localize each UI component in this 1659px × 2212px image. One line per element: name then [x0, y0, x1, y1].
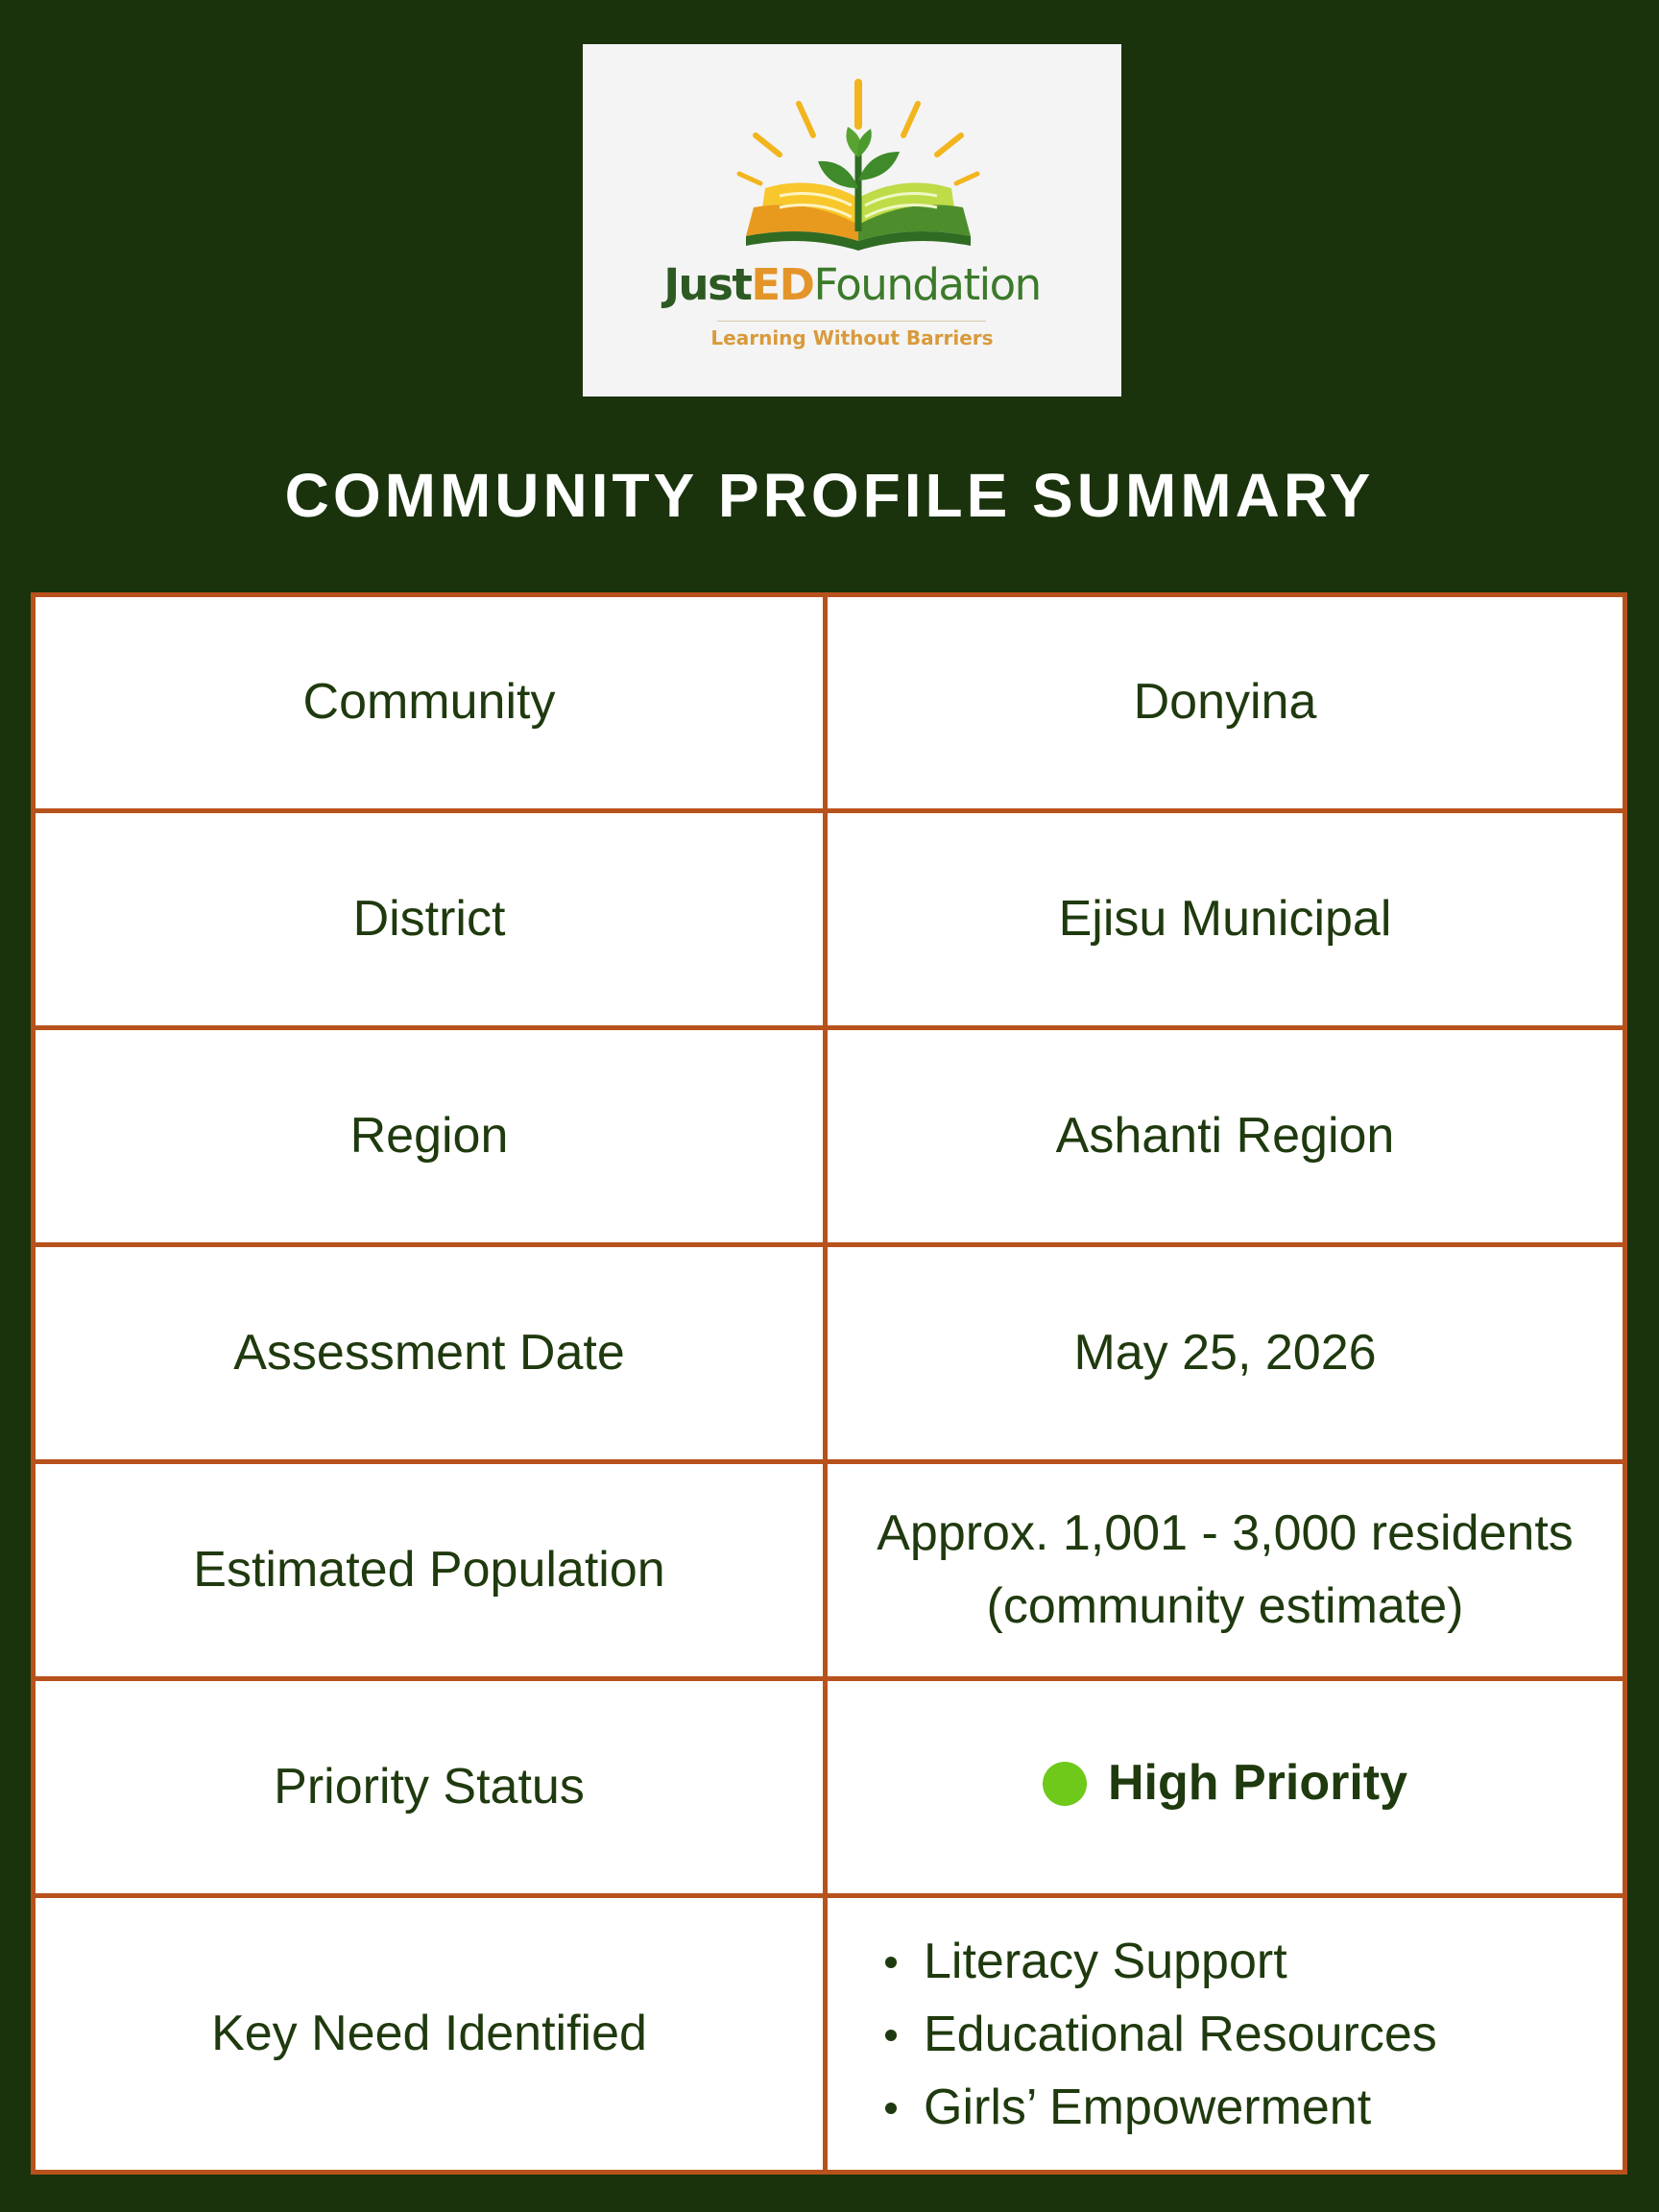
table-row-community — [34, 595, 1625, 811]
tagline-divider — [717, 321, 986, 322]
value-assessment-date: May 25, 2026 — [826, 1245, 1625, 1462]
key-needs-list — [837, 1925, 1613, 2144]
list-item: Educational Resources — [885, 1998, 1613, 2071]
table-row-assessment-date — [34, 1245, 1625, 1462]
brand-just: Just — [663, 259, 752, 310]
profile-table-wrapper — [31, 592, 1623, 2175]
brand-tagline: Learning Without Barriers — [710, 326, 994, 349]
priority-text: High Priority — [1107, 1755, 1408, 1812]
value-priority-status — [826, 1679, 1625, 1896]
table-row-region — [34, 1028, 1625, 1245]
book-sprout-icon — [583, 44, 1121, 265]
profile-table — [31, 592, 1627, 2175]
logo-card — [583, 44, 1121, 397]
label-community: Community — [34, 595, 826, 811]
population-line-1: Approx. 1,001 - 3,000 residents — [877, 1505, 1574, 1562]
brand-foundation: Foundation — [813, 259, 1041, 310]
table-row-priority-status — [34, 1679, 1625, 1896]
label-district: District — [34, 811, 826, 1028]
list-item: Girls’ Empowerment — [885, 2071, 1613, 2144]
label-region: Region — [34, 1028, 826, 1245]
table-row-key-need — [34, 1896, 1625, 2173]
value-region: Ashanti Region — [826, 1028, 1625, 1245]
value-key-need — [826, 1896, 1625, 2173]
value-district: Ejisu Municipal — [826, 811, 1625, 1028]
label-key-need: Key Need Identified — [34, 1896, 826, 2173]
label-population: Estimated Population — [34, 1462, 826, 1679]
label-assessment-date: Assessment Date — [34, 1245, 826, 1462]
value-community: Donyina — [826, 595, 1625, 811]
label-priority-status: Priority Status — [34, 1679, 826, 1896]
table-row-district — [34, 811, 1625, 1028]
brand-wordmark — [583, 259, 1121, 310]
priority-indicator — [1043, 1747, 1407, 1819]
page-title: COMMUNITY PROFILE SUMMARY — [284, 461, 1375, 530]
population-line-2: (community estimate) — [986, 1577, 1464, 1634]
table-row-population — [34, 1462, 1625, 1679]
priority-dot-icon — [1043, 1762, 1087, 1806]
list-item: Literacy Support — [885, 1925, 1613, 1998]
value-population — [826, 1462, 1625, 1679]
brand-ed: ED — [751, 259, 814, 310]
